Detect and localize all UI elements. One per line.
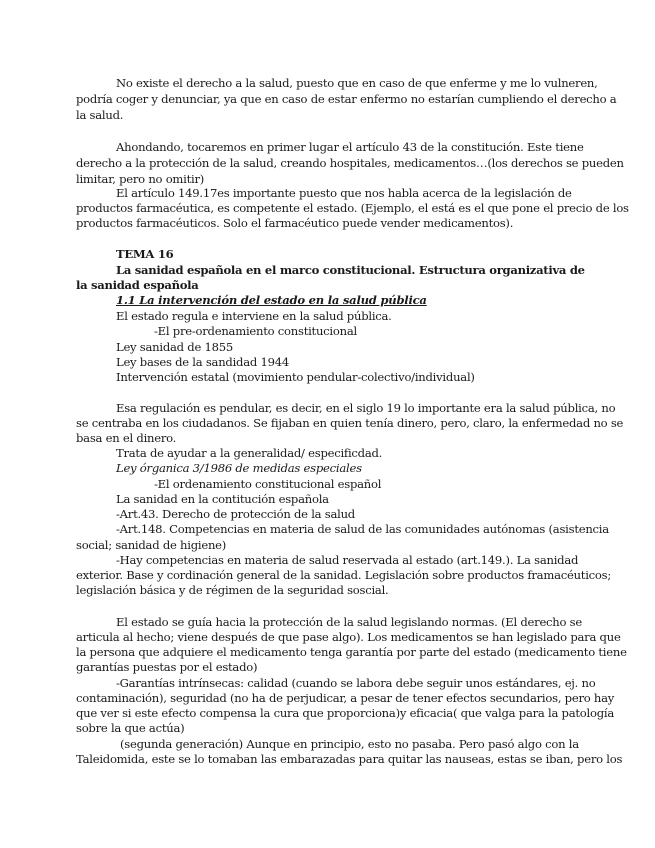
text-line: limitar, pero no omitir)	[76, 172, 205, 186]
text-line: Intervención estatal (movimiento pendular-colectivo/individual)	[116, 370, 475, 384]
text-line: -Hay competencias en materia de salud reservada al estado (art.149.). La sanidad	[116, 553, 579, 567]
text-line: legislación básica y de régimen de la seguridad soscial.	[76, 583, 389, 597]
text-line: basa en el dinero.	[76, 431, 177, 445]
text-line: productos farmacéuticos. Solo el farmacéutico puede vender medicamentos).	[76, 216, 514, 230]
text-line: la salud.	[76, 108, 124, 122]
text-line: derecho a la protección de la salud, creando hospitales, medicamentos…(los derechos se pueden	[76, 156, 624, 170]
text-line: articula al hecho; viene después de que pase algo). Los medicamentos se han legislado para que	[76, 630, 621, 644]
text-line: productos farmacéutica, es competente el estado. (Ejemplo, el está es el que pone el precio de los	[76, 201, 629, 215]
text-line: La sanidad en la contitución española	[116, 492, 329, 506]
text-line: Taleidomida, este se lo tomaban las embarazadas para quitar las nauseas, estas se iban, pero los	[76, 752, 623, 766]
text-line: Ahondando, tocaremos en primer lugar el artículo 43 de la constitución. Este tiene	[116, 140, 584, 154]
text-line: Ley bases de la sandidad 1944	[116, 355, 290, 369]
text-line: la persona que adquiere el medicamento tenga garantía por parte del estado (medicamento tiene	[76, 645, 627, 659]
text-line: -Art.148. Competencias en materia de salud de las comunidades autónomas (asistencia	[116, 522, 609, 536]
text-line: -El ordenamiento constitucional español	[154, 477, 382, 491]
text-line: se centraba en los ciudadanos. Se fijaban en quien tenía dinero, pero, claro, la enfermedad no se	[76, 416, 624, 430]
text-line: Trata de ayudar a la generalidad/ especificdad.	[116, 446, 383, 460]
text-line: podría coger y denunciar, ya que en caso de estar enfermo no estarían cumpliendo el derecho a	[76, 92, 617, 106]
text-line: contaminación), seguridad (no ha de perjudicar, a pesar de tener efectos secundarios, pero hay	[76, 691, 615, 705]
text-line: Esa regulación es pendular, es decir, en el siglo 19 lo importante era la salud pública, no	[116, 401, 616, 415]
text-line: No existe el derecho a la salud, puesto que en caso de que enferme y me lo vulneren,	[116, 76, 598, 90]
text-line: garantías puestas por el estado)	[76, 660, 258, 674]
text-line: -Garantías intrínsecas: calidad (cuando se labora debe seguir unos estándares, ej. no	[116, 676, 596, 690]
text-line: (segunda generación) Aunque en principio, esto no pasaba. Pero pasó algo con la	[120, 737, 579, 751]
text-line: exterior. Base y cordinación general de la sanidad. Legislación sobre productos framacéuticos;	[76, 568, 612, 582]
subsection-heading: 1.1 La intervención del estado en la salud pública	[116, 293, 427, 307]
text-line: El artículo 149.17es importante puesto que nos habla acerca de la legislación de	[116, 186, 572, 200]
section-heading: TEMA 16	[116, 247, 174, 261]
text-line: Ley sanidad de 1855	[116, 340, 233, 354]
text-line: sobre la que actúa)	[76, 721, 185, 735]
text-line: que ver si este efecto compensa la cura que proporciona)y eficacia( que valga para la patología	[76, 706, 615, 720]
text-line: -El pre-ordenamiento constitucional	[154, 324, 357, 338]
text-line: -Art.43. Derecho de protección de la salud	[116, 507, 355, 521]
text-line: El estado regula e interviene en la salud pública.	[116, 309, 392, 323]
section-title: La sanidad española en el marco constitucional. Estructura organizativa de	[116, 263, 585, 277]
text-line: social; sanidad de higiene)	[76, 538, 227, 552]
section-title: la sanidad española	[76, 278, 199, 292]
text-line: Ley órganica 3/1986 de medidas especiales	[116, 461, 362, 475]
text-line: El estado se guía hacia la protección de la salud legislando normas. (El derecho se	[116, 615, 582, 629]
